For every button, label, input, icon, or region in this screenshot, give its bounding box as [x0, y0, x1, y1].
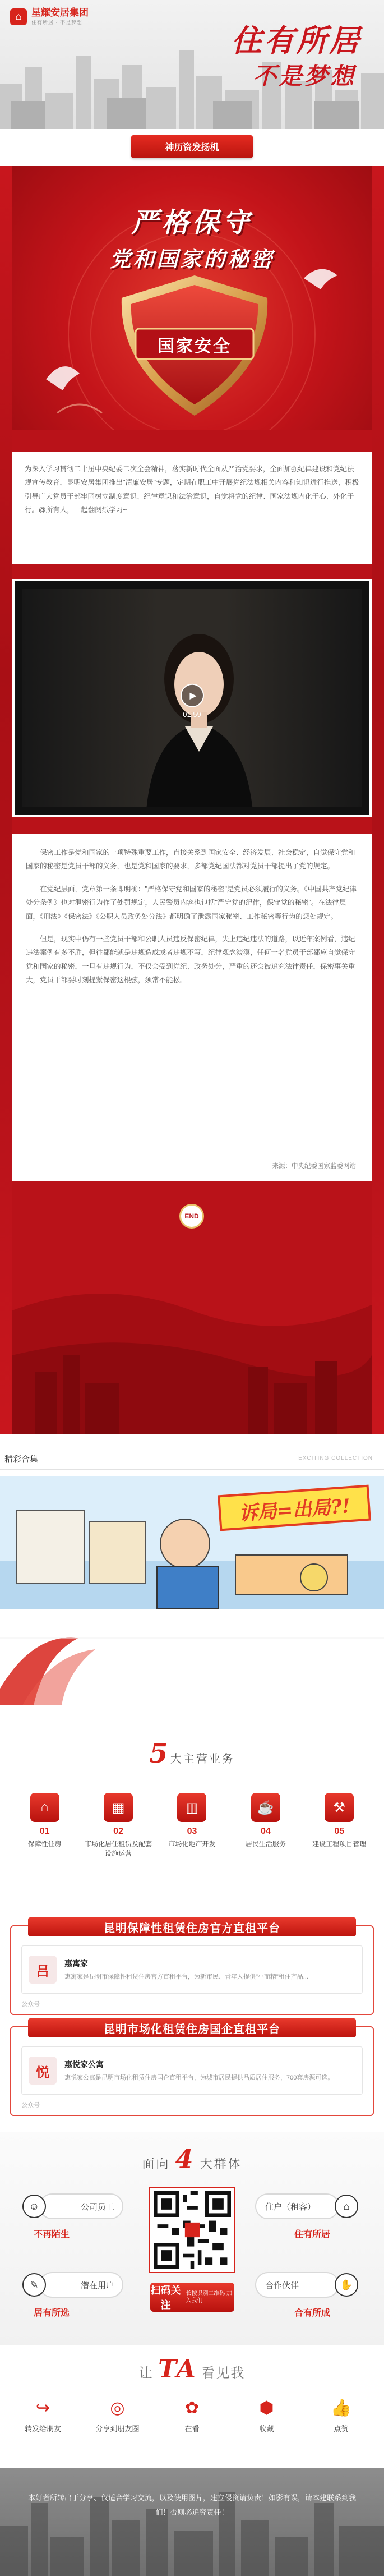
- share-to-friend-button[interactable]: [12, 2398, 74, 2434]
- section-banner: [0, 134, 384, 159]
- moments-icon: ◎: [110, 2399, 125, 2417]
- real-estate-icon: ▥: [177, 1793, 206, 1822]
- poster-title: [12, 201, 372, 273]
- groups-section: [0, 2132, 384, 2345]
- video-frame: [22, 589, 362, 807]
- collection-cartoon-card[interactable]: [0, 1476, 384, 1609]
- group-label-box: [255, 2272, 339, 2298]
- poster-title-line-2: 党和国家的秘密: [109, 246, 275, 272]
- account-type-label: 公众号: [21, 2001, 40, 2008]
- brand-logo: [10, 8, 89, 26]
- group-label-box: [39, 2193, 123, 2219]
- collection-subtitle: EXCITING COLLECTION: [298, 1455, 373, 1461]
- watching-button[interactable]: [161, 2398, 223, 2434]
- business-title-text: 大主营业务: [170, 1753, 235, 1765]
- poster-title-line-1: 严格保守: [131, 207, 253, 238]
- group-tag: 合有所成: [294, 2308, 331, 2318]
- collection-title: 精彩合集: [4, 1455, 39, 1464]
- business-count: 5: [149, 1738, 168, 1769]
- scan-follow-sub: 长按识别二维码 加入我们: [186, 2290, 233, 2304]
- business-number: 03: [187, 1827, 197, 1836]
- group-label: 住户（租客）: [265, 2202, 316, 2212]
- body-paragraph-1: 保密工作是党和国家的一项特殊重要工作，直接关系到国家安全、经济发展、社会稳定，自觉保守党和国家的秘密是党员干部的义务，也是党和国家的要求，多部党纪国法都对党员干部提出了党的规定。: [26, 849, 355, 871]
- engagement-section: [0, 2350, 384, 2457]
- official-account-card[interactable]: [21, 1945, 363, 1994]
- video-player[interactable]: [12, 579, 372, 817]
- article-body: [12, 834, 372, 1181]
- business-item: [158, 1793, 225, 1859]
- business-number: 02: [113, 1827, 123, 1836]
- favorite-button[interactable]: [236, 2398, 298, 2434]
- flower-icon: ✿: [184, 2399, 200, 2417]
- action-label: 分享到朋友圈: [95, 2425, 140, 2433]
- play-icon[interactable]: ▶: [181, 684, 204, 707]
- body-paragraph-2: 在党纪层面，党章第一条即明确："严格保守党和国家的秘密"是党员必须履行的义务。《中国共产党纪律处分条例》也对泄密行为作了处罚规定，人民警员内容也包括"严守党的纪律，保守党的秘密"。在法律层面，《刑法》《保密法》《公职人员政务处分法》都明确了泄露国家秘密、工作秘密等行为的惩处规定。: [26, 885, 357, 921]
- collection-header: [0, 1447, 384, 1470]
- potential-user-icon: ✎: [22, 2273, 46, 2297]
- business-section-title: [0, 1738, 384, 1769]
- official-account-card[interactable]: [21, 2046, 363, 2095]
- qr-code-icon[interactable]: [150, 2188, 234, 2272]
- business-list: [0, 1793, 384, 1859]
- business-label: 保障性住房: [27, 1840, 62, 1848]
- presenter-figure: [135, 606, 263, 807]
- logo-icon: ⌂: [10, 8, 27, 25]
- group-potential-users: [22, 2272, 129, 2334]
- favorite-icon: ⬢: [259, 2399, 274, 2417]
- bottom-decoration: [12, 1243, 372, 1434]
- brand-name: 星耀安居集团: [31, 7, 89, 18]
- staff-icon: ☺: [22, 2195, 46, 2218]
- group-label: 合作伙伴: [265, 2280, 299, 2290]
- business-number: 01: [39, 1827, 50, 1836]
- platform-title: 昆明保障性租赁住房官方直租平台: [28, 1917, 356, 1936]
- video-duration: 01:59: [183, 710, 201, 719]
- article-source: 来源：中央纪委国家监委网站: [272, 1162, 356, 1170]
- poster-image: [12, 166, 372, 430]
- end-badge: END: [179, 1204, 204, 1229]
- groups-title-suffix: 大群体: [200, 2157, 242, 2171]
- brand-subtitle: 住有所居 · 不是梦想: [31, 19, 82, 25]
- qr-code-block: [147, 2188, 238, 2328]
- engagement-title-suffix: 看见我: [201, 2366, 246, 2381]
- groups-count: 4: [175, 2144, 195, 2174]
- group-partners: [255, 2272, 362, 2334]
- business-label: 居民生活服务: [245, 1840, 286, 1848]
- thumbs-up-icon: 👍: [330, 2399, 352, 2417]
- resident-icon: ⌂: [335, 2195, 358, 2218]
- groups-title-prefix: 面向: [142, 2157, 170, 2171]
- scan-follow-button[interactable]: [150, 2283, 234, 2312]
- group-label: 公司员工: [80, 2202, 114, 2212]
- business-item: [11, 1793, 78, 1859]
- business-number: 04: [260, 1827, 271, 1836]
- slogan-line-1: 住有所居: [232, 22, 362, 58]
- business-number: 05: [334, 1827, 345, 1836]
- shield-label: 国家安全: [158, 337, 232, 356]
- like-button[interactable]: [311, 2398, 372, 2434]
- engagement-actions: [0, 2398, 384, 2434]
- slogan: [232, 17, 362, 91]
- group-staff: [22, 2193, 129, 2255]
- action-label: 收藏: [259, 2425, 274, 2433]
- engagement-title: [0, 2355, 384, 2384]
- group-tag: 不再陌生: [34, 2230, 70, 2239]
- group-label: 潜在用户: [80, 2280, 114, 2290]
- action-label: 在看: [184, 2425, 200, 2433]
- account-name: 惠寓家: [64, 1958, 88, 1968]
- group-label-box: [39, 2272, 123, 2298]
- partner-icon: ✋: [335, 2273, 358, 2297]
- slogan-line-2: 不是梦想: [252, 62, 356, 90]
- group-residents: [255, 2193, 362, 2255]
- groups-title: [0, 2144, 384, 2174]
- engagement-title-ta: TA: [158, 2355, 197, 2384]
- footer: [0, 2468, 384, 2576]
- intro-paragraph: 为深入学习贯彻二十届中央纪委二次全会精神，落实新时代全面从严治党要求，全面加强纪律建设和党纪法规宣传教育，昆明安居集团推出"清廉安居"专题，定期在职工中开展党纪法规相关内容和知识进行推送，积极引导广大党员干部牢固树立制度意识、纪律意识和法治意识，自觉将党的纪律、国家法规内化于心、外化于行。@所有人，一起翻阅纸学习~: [12, 452, 372, 564]
- article-panel: [12, 166, 372, 1434]
- business-item: [232, 1793, 299, 1859]
- account-logo-icon: 悦: [29, 2057, 57, 2085]
- account-type-label: 公众号: [21, 2102, 40, 2109]
- platform-card-huiyujia: [10, 1922, 374, 2015]
- business-label: 建设工程项目管理: [312, 1840, 367, 1848]
- cartoon-sign: 诉局=出局?!: [218, 1485, 371, 1531]
- business-label: 市场化居住租赁及配套设施运营: [85, 1840, 152, 1857]
- section-banner-label: 神历资发扬机: [131, 135, 252, 158]
- business-item: [85, 1793, 152, 1859]
- scan-follow-label: 扫码关注: [150, 2285, 181, 2311]
- service-icon: ☕: [251, 1793, 280, 1822]
- decorative-swoosh: [0, 1621, 384, 1705]
- forward-icon: ↪: [35, 2399, 50, 2417]
- construction-icon: ⚒: [325, 1793, 354, 1822]
- building-icon: ▦: [104, 1793, 133, 1822]
- business-item: [306, 1793, 373, 1859]
- body-paragraph-3: 但是，现实中仍有一些党员干部和公职人员违反保密纪律，失上违纪违法的道路，以近年案例看，违纪违法案例有多不胜，但往都能就是违规造成或者违规不写，纪律观念淡漠，任何一名党员干部都应自觉保守党和国家的秘密，一旦有违规行为，不仅会受到党纪、政务处分，严重的还会被追究法律责任，保密事关重大，党员干部要时刻提紧保密这根弦，须常不能松。: [26, 935, 355, 984]
- header-banner: [0, 0, 384, 129]
- platform-title: 昆明市场化租赁住房国企直租平台: [28, 2018, 356, 2037]
- engagement-title-prefix: 让: [138, 2366, 154, 2381]
- footer-disclaimer: 本好者所转出于分享、仅适合学习交流，以及使用图片，建立侵资请负责！如影有误，请本建联系到我们！否则必追究责任！: [27, 2494, 356, 2517]
- article-section: [0, 166, 384, 1434]
- action-label: 点赞: [334, 2425, 349, 2433]
- share-to-moments-button[interactable]: [87, 2398, 149, 2434]
- platform-card-huiyuejia: [10, 2023, 374, 2116]
- housing-icon: ⌂: [30, 1793, 59, 1822]
- action-label: 转发给朋友: [24, 2425, 61, 2433]
- account-description: 惠寓家是昆明市保障性租赁住房官方直租平台，为新市民、青年人提供"小而精"租住产品...: [64, 1973, 308, 1980]
- account-name: 惠悦家公寓: [64, 2059, 104, 2069]
- group-label-box: [255, 2193, 339, 2219]
- account-logo-icon: 吕: [29, 1956, 57, 1984]
- group-tag: 居有所选: [34, 2308, 70, 2318]
- group-tag: 住有所居: [294, 2230, 331, 2239]
- business-label: 市场化地产开发: [168, 1840, 216, 1848]
- account-description: 惠悦家公寓是昆明市场化租赁住房国企直租平台，为城市居民提供品质居住服务，700套房源可选。: [64, 2074, 334, 2081]
